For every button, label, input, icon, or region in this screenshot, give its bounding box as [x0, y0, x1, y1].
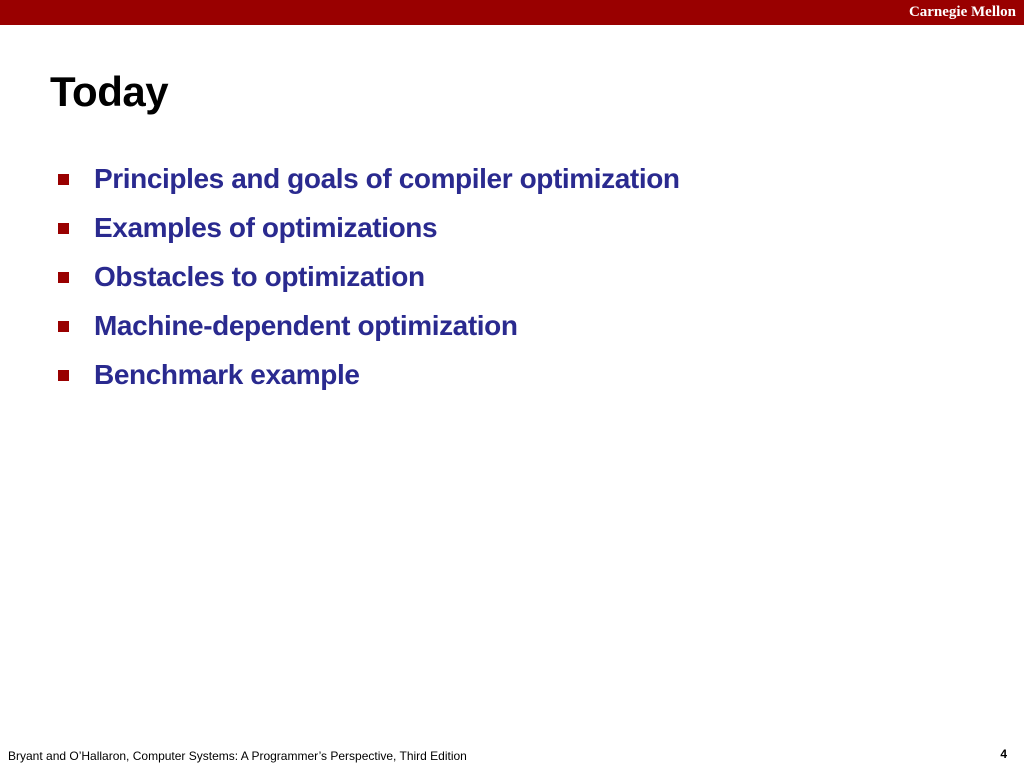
list-item — [56, 354, 680, 403]
bullet-text: Benchmark example — [94, 359, 360, 390]
bullet-text: Obstacles to optimization — [94, 261, 425, 292]
bullet-list — [56, 158, 680, 403]
footer-citation: Bryant and O’Hallaron, Computer Systems: A Programmer’s Perspective, Third Edition — [8, 749, 467, 763]
bullet-text: Machine-dependent optimization — [94, 310, 518, 341]
list-item — [56, 207, 680, 256]
slide-title: Today — [50, 68, 169, 115]
square-bullet-icon — [58, 272, 69, 283]
square-bullet-icon — [58, 321, 69, 332]
bullet-text: Examples of optimizations — [94, 212, 438, 243]
square-bullet-icon — [58, 223, 69, 234]
page-number: 4 — [1000, 747, 1007, 761]
bullet-text: Principles and goals of compiler optimization — [94, 163, 680, 194]
list-item — [56, 256, 680, 305]
list-item — [56, 305, 680, 354]
list-item — [56, 158, 680, 207]
brand-name: Carnegie Mellon — [908, 4, 1016, 20]
square-bullet-icon — [58, 370, 69, 381]
header-bar — [0, 0, 1024, 25]
square-bullet-icon — [58, 174, 69, 185]
